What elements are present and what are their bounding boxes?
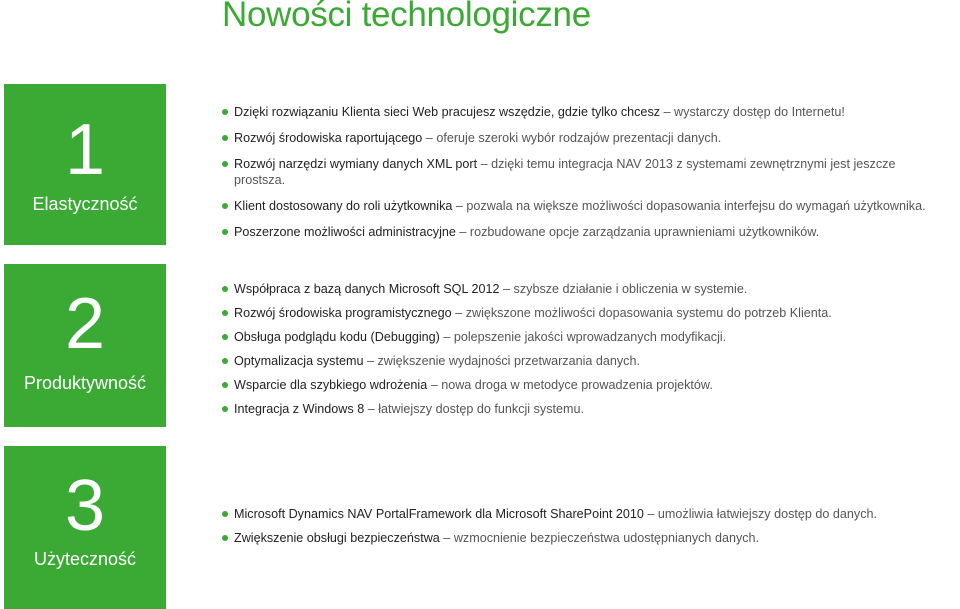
bullet-list-produktywnosc (222, 281, 957, 417)
item-lead: Zwiększenie obsługi bezpieczeństwa (234, 531, 440, 545)
item-lead: Rozwój środowiska programistycznego (234, 306, 452, 320)
bullet-dot-icon (222, 334, 228, 340)
bullet-dot-icon (222, 358, 228, 364)
item-lead: Poszerzone możliwości administracyjne (234, 225, 456, 239)
item-lead: Wsparcie dla szybkiego wdrożenia (234, 378, 428, 392)
list-item (222, 329, 957, 345)
list-item (222, 156, 914, 188)
bullet-dot-icon (222, 203, 228, 209)
bullet-dot-icon (222, 406, 228, 412)
list-item (222, 305, 957, 321)
item-text: – nowa droga w metodyce prowadzenia projektów. (427, 378, 713, 392)
item-lead: Integracja z Windows 8 (234, 402, 365, 416)
item-lead: Klient dostosowany do roli użytkownika (234, 199, 453, 213)
item-text: – dzięki temu integracja NAV 2013 z systemami zewnętrznymi jest jeszcze prostsza. (234, 157, 896, 187)
bullet-dot-icon (222, 229, 228, 235)
section-tile-elastycznosc (4, 84, 166, 245)
item-lead: Dzięki rozwiązaniu Klienta sieci Web pracujesz wszędzie, gdzie tylko chcesz (234, 105, 661, 119)
section-tile-produktywnosc (4, 264, 166, 427)
bullet-dot-icon (222, 161, 228, 167)
list-item (222, 506, 957, 522)
bullet-dot-icon (222, 135, 228, 141)
list-item (222, 104, 957, 120)
item-text: – oferuje szeroki wybór rodzajów prezentacji danych. (422, 131, 722, 145)
item-text: – rozbudowane opcje zarządzania uprawnieniami użytkowników. (455, 225, 820, 239)
item-text: – umożliwia łatwiejszy dostęp do danych. (643, 507, 878, 521)
bullet-list-uzytecznosc (222, 506, 957, 546)
bullet-dot-icon (222, 535, 228, 541)
list-item (222, 530, 957, 546)
section-label: Produktywność (23, 373, 147, 393)
section-tile-uzytecznosc (4, 446, 166, 609)
list-item (222, 130, 957, 146)
list-item (222, 353, 957, 369)
item-text: – łatwiejszy dostęp do funkcji systemu. (364, 402, 584, 416)
page-title: Nowości technologiczne (222, 0, 591, 34)
list-item (222, 401, 957, 417)
section-label: Użyteczność (33, 549, 137, 569)
bullet-dot-icon (222, 511, 228, 517)
list-item (222, 224, 957, 240)
list-item (222, 377, 957, 393)
item-lead: Rozwój narzędzi wymiany danych XML port (234, 157, 478, 171)
list-item (222, 198, 957, 214)
item-text: – wzmocnienie bezpieczeństwa udostępnianych danych. (439, 531, 760, 545)
item-lead: Współpraca z bazą danych Microsoft SQL 2012 (234, 282, 500, 296)
item-text: – polepszenie jakości wprowadzanych modyfikacji. (439, 330, 727, 344)
item-text: – pozwala na większe możliwości dopasowania interfejsu do wymagań użytkownika. (452, 199, 926, 213)
item-text: – zwiększone możliwości dopasowania systemu do potrzeb Klienta. (451, 306, 832, 320)
bullet-dot-icon (222, 286, 228, 292)
item-text: – zwiększenie wydajności przetwarzania danych. (363, 354, 640, 368)
bullet-dot-icon (222, 109, 228, 115)
section-label: Elastyczność (32, 194, 138, 214)
item-lead: Microsoft Dynamics NAV PortalFramework dla Microsoft SharePoint 2010 (234, 507, 644, 521)
bullet-dot-icon (222, 310, 228, 316)
bullet-dot-icon (222, 382, 228, 388)
item-text: – wystarczy dostęp do Internetu! (660, 105, 845, 119)
item-text: – szybsze działanie i obliczenia w systemie. (499, 282, 748, 296)
list-item (222, 281, 957, 297)
section-number: 3 (64, 466, 106, 546)
item-lead: Rozwój środowiska raportującego (234, 131, 423, 145)
section-number: 2 (64, 284, 106, 364)
item-lead: Obsługa podglądu kodu (Debugging) (234, 330, 440, 344)
bullet-list-elastycznosc (222, 104, 957, 240)
section-number: 1 (64, 110, 106, 190)
item-lead: Optymalizacja systemu (234, 354, 364, 368)
